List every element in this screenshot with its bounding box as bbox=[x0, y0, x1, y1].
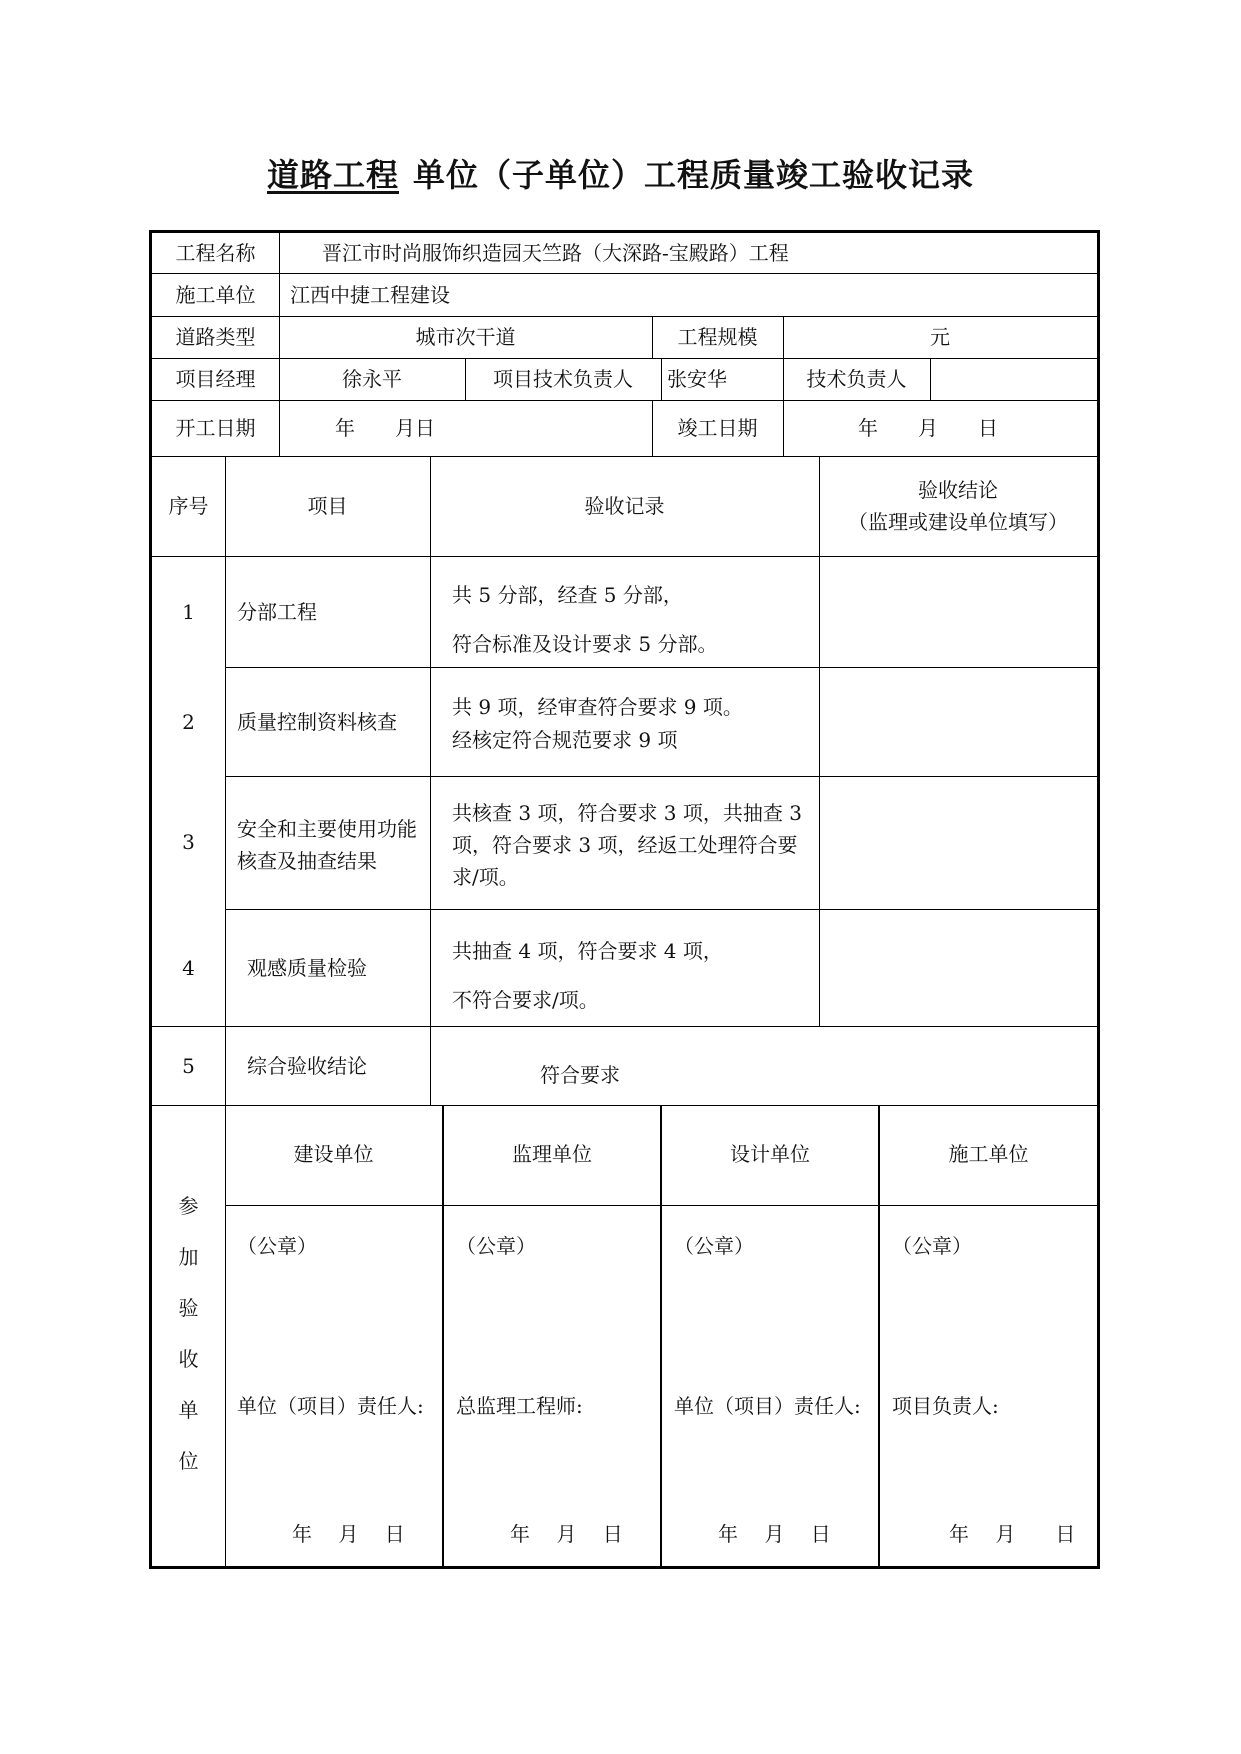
row-item: 质量控制资料核查 bbox=[237, 710, 397, 734]
unit-date: 年 月 日 bbox=[292, 1522, 405, 1546]
row-number: 1 bbox=[182, 600, 195, 624]
page-title bbox=[0, 150, 1241, 196]
start-date-label: 开工日期 bbox=[175, 416, 256, 440]
col-header-conclusion: 验收结论 bbox=[918, 478, 998, 502]
unit-date: 年 月 日 bbox=[718, 1522, 831, 1546]
overall-conclusion: 符合要求 bbox=[540, 1063, 620, 1087]
finish-date-label: 竣工日期 bbox=[677, 416, 758, 440]
title-text: 单位（子单位）工程质量竣工验收记录 bbox=[413, 156, 975, 194]
road-type-value: 城市次干道 bbox=[415, 325, 516, 349]
unit-seal: （公章） bbox=[237, 1234, 317, 1258]
title-project-type: 道路工程 bbox=[266, 156, 399, 194]
unit-name: 设计单位 bbox=[730, 1142, 810, 1166]
row-number: 5 bbox=[182, 1054, 195, 1078]
unit-name: 监理单位 bbox=[512, 1142, 592, 1166]
col-header-record: 验收记录 bbox=[584, 494, 665, 518]
road-type-label: 道路类型 bbox=[175, 325, 256, 349]
unit-signer: 项目负责人: bbox=[892, 1394, 999, 1418]
scale-unit: 元 bbox=[930, 325, 950, 349]
row-item: 安全和主要使用功能核查及抽查结果 bbox=[237, 817, 417, 873]
finish-date-value: 年 月 日 bbox=[858, 416, 998, 440]
tech-lead-value: 张安华 bbox=[667, 367, 727, 391]
manager-value: 徐永平 bbox=[342, 367, 402, 391]
side-label-char: 验 bbox=[178, 1296, 199, 1320]
side-label-char: 加 bbox=[178, 1245, 199, 1269]
project-name-label: 工程名称 bbox=[175, 241, 256, 265]
row-record-line: 共 9 项，经审查符合要求 9 项。 bbox=[452, 695, 743, 719]
side-label-char: 单 bbox=[178, 1398, 199, 1422]
row-record-line: 符合标准及设计要求 5 分部。 bbox=[452, 632, 718, 656]
unit-seal: （公章） bbox=[892, 1234, 972, 1258]
project-name-value: 晋江市时尚服饰织造园天竺路（大深路-宝殿路）工程 bbox=[322, 241, 789, 265]
side-label-char: 参 bbox=[178, 1194, 199, 1218]
row-item: 观感质量检验 bbox=[247, 956, 367, 980]
unit-name: 建设单位 bbox=[293, 1142, 374, 1166]
scale-label: 工程规模 bbox=[677, 325, 758, 349]
col-header-item: 项目 bbox=[307, 494, 348, 518]
col-header-conclusion-note: （监理或建设单位填写） bbox=[848, 510, 1068, 534]
unit-signer: 单位（项目）责任人: bbox=[674, 1394, 861, 1418]
row-record-line: 不符合要求/项。 bbox=[452, 988, 599, 1012]
row-item: 综合验收结论 bbox=[247, 1054, 367, 1078]
row-record-line: 共 5 分部，经查 5 分部， bbox=[452, 583, 683, 607]
row-record: 共核查 3 项，符合要求 3 项，共抽查 3 项，符合要求 3 项，经返工处理符合要求/项。 bbox=[452, 801, 802, 889]
unit-seal: （公章） bbox=[674, 1234, 754, 1258]
manager-label: 项目经理 bbox=[175, 367, 256, 391]
unit-seal: （公章） bbox=[456, 1234, 536, 1258]
unit-signer: 总监理工程师: bbox=[456, 1394, 583, 1418]
row-item: 分部工程 bbox=[237, 600, 317, 624]
row-number: 2 bbox=[182, 710, 195, 734]
contractor-value: 江西中捷工程建设 bbox=[290, 283, 450, 307]
unit-date: 年 月 日 bbox=[949, 1522, 1076, 1546]
contractor-label: 施工单位 bbox=[175, 283, 256, 307]
tech-lead-label: 项目技术负责人 bbox=[493, 367, 633, 391]
row-number: 4 bbox=[182, 956, 195, 980]
side-label-char: 位 bbox=[178, 1449, 199, 1473]
acceptance-form bbox=[149, 230, 1100, 1569]
row-record-line: 共抽查 4 项，符合要求 4 项， bbox=[452, 939, 723, 963]
col-header-no: 序号 bbox=[168, 494, 209, 518]
unit-date: 年 月 日 bbox=[510, 1522, 623, 1546]
tech-head-label: 技术负责人 bbox=[806, 367, 907, 391]
row-number: 3 bbox=[182, 830, 195, 854]
row-record-line: 经核定符合规范要求 9 项 bbox=[452, 728, 678, 752]
unit-name: 施工单位 bbox=[948, 1142, 1029, 1166]
unit-signer: 单位（项目）责任人: bbox=[237, 1394, 424, 1418]
start-date-value: 年 月日 bbox=[335, 416, 435, 440]
side-label-char: 收 bbox=[178, 1347, 199, 1371]
